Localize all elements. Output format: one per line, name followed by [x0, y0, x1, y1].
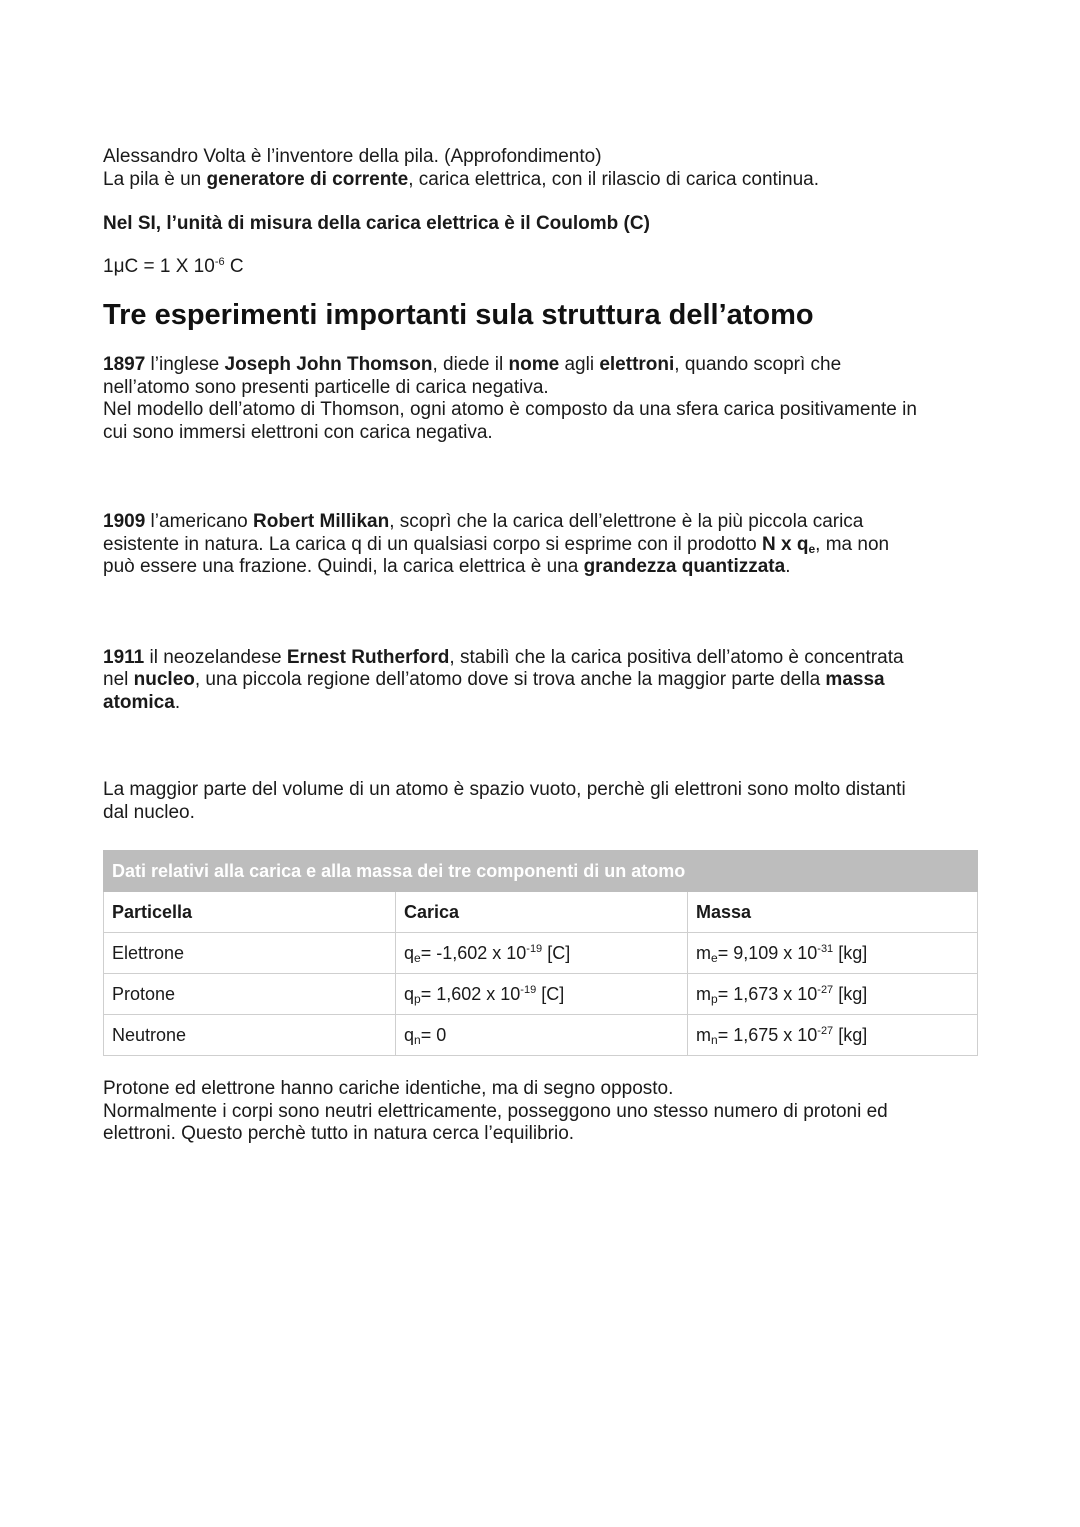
table-row [104, 933, 978, 974]
particle-charge: $q_n= 0$ [396, 1015, 688, 1056]
particle-mass: $m_p= 1,673$ x $10^{-27}$ [kg] [688, 974, 978, 1015]
table-header-massa: Massa [688, 892, 978, 933]
table-row [104, 974, 978, 1015]
particle-name: Elettrone [104, 933, 396, 974]
micro-coulomb-equation: 1μC = 1 X $10^{-6}$ C [103, 255, 244, 277]
particle-mass: $m_e= 9,109$ x $10^{-31}$ [kg] [688, 933, 978, 974]
table-title: Dati relativi alla carica e alla massa dei tre componenti di un atomo [104, 851, 978, 892]
particle-charge: $q_e= -1,602$ x $10^{-19}$ [C] [396, 933, 688, 974]
experiment-rutherford: 1911 il neozelandese Ernest Rutherford, stabilì che la carica positiva dell’atomo è concentrata nel nucleo, una piccola regione dell’atomo dove si trova anche la maggior parte della massa atomica. [103, 646, 904, 713]
table-header-particella: Particella [104, 892, 396, 933]
si-unit-statement: Nel SI, l’unità di misura della carica elettrica è il Coulomb (C) [103, 213, 650, 234]
volume-paragraph: La maggior parte del volume di un atomo è spazio vuoto, perchè gli elettroni sono molto distanti dal nucleo. [103, 779, 906, 823]
particle-mass: $m_n= 1,675$ x $10^{-27}$ [kg] [688, 1015, 978, 1056]
intro-line-2: La pila è un generatore di corrente, carica elettrica, con il rilascio di carica continua. [103, 168, 819, 190]
particle-name: Neutrone [104, 1015, 396, 1056]
experiment-thomson: 1897 l’inglese Joseph John Thomson, diede il nome agli elettroni, quando scoprì che nell’atomo sono presenti particelle di carica negativa. Nel modello dell’atomo di Thomson, ogni atomo è composto da una sfera carica positivamente in cui sono immersi elettroni con carica negativa. [103, 354, 917, 443]
table-header-carica: Carica [396, 892, 688, 933]
experiment-millikan: 1909 l’americano Robert Millikan, scoprì che la carica dell’elettrone è la più piccola carica esistente in natura. La carica q di un qualsiasi corpo si esprime con il prodotto N x $q_e$, ma non può essere una frazione. Quindi, la carica elettrica è una grandezza quantizzata. [103, 511, 890, 577]
section-title: Tre esperimenti importanti sula struttura dell’atomo [103, 299, 814, 331]
intro-line-1: Alessandro Volta è l’inventore della pila. (Approfondimento) [103, 146, 602, 167]
closing-paragraph: Protone ed elettrone hanno cariche identiche, ma di segno opposto. Normalmente i corpi sono neutri elettricamente, posseggono uno stesso numero di protoni ed elettroni. Questo perchè tutto in natura cerca l’equilibrio. [103, 1078, 888, 1144]
document-page [103, 146, 983, 1146]
atom-components-table [103, 850, 978, 1056]
particle-name: Protone [104, 974, 396, 1015]
table-row [104, 1015, 978, 1056]
particle-charge: $q_p= 1,602$ x $10^{-19}$ [C] [396, 974, 688, 1015]
